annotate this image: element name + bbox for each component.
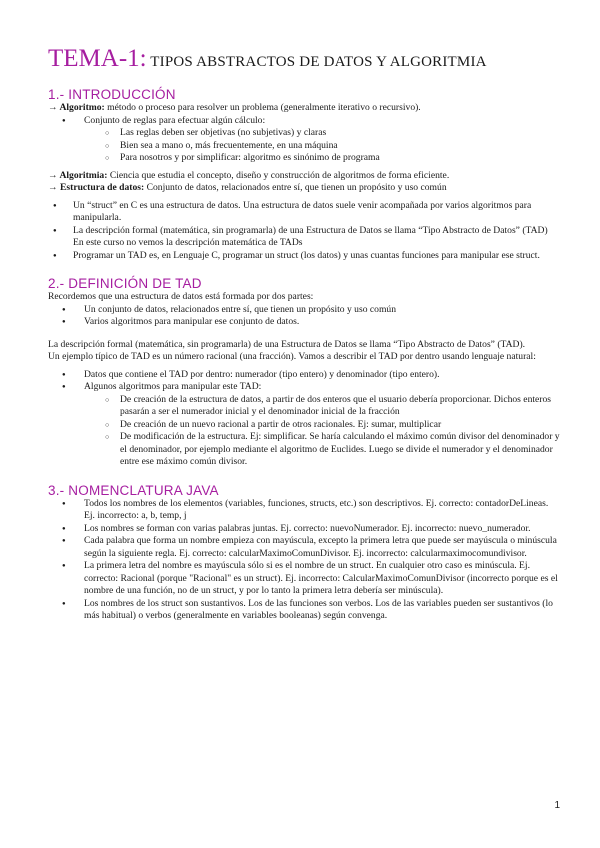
intro-bullets bbox=[48, 200, 560, 263]
sublist-item: ○ De creación de la estructura de datos, a partir de dos enteros que el usuario debería proporcionar. Dichos enteros pasarán a ser el numerador inicial y el denominador inicial de la fracción bbox=[48, 394, 560, 419]
sublist-item: ○ Para nosotros y por simplificar: algoritmo es sinónimo de programa bbox=[48, 152, 560, 165]
page-title bbox=[48, 44, 560, 77]
definition-algoritmia bbox=[48, 170, 560, 183]
title-prefix: TEMA-1: bbox=[48, 45, 147, 72]
list-item-text: Algunos algoritmos para manipular este TAD: bbox=[84, 381, 262, 392]
title-text: TIPOS ABSTRACTOS DE DATOS Y ALGORITMIA bbox=[146, 54, 487, 70]
definition-algoritmo bbox=[48, 102, 560, 115]
def-algoritmo: método o proceso para resolver un problema (generalmente iterativo o recursivo). bbox=[104, 102, 421, 113]
sublist-item: ○ Bien sea a mano o, más frecuentemente, en una máquina bbox=[48, 140, 560, 153]
page-number: 1 bbox=[554, 800, 560, 811]
list-item: ● Un “struct” en C es una estructura de datos. Una estructura de datos suele venir acompañada por varios algoritmos para manipularla. bbox=[48, 200, 560, 225]
list-item: ● Los nombres de los struct son sustantivos. Los de las funciones son verbos. Los de las variables pueden ser sustantivos (lo más habitual) o verbos (generalmente en variables booleanas) según convenga. bbox=[48, 598, 560, 623]
list-item: ● Programar un TAD es, en Lenguaje C, programar un struct (los datos) y unas cuantas funciones para manipular ese struct. bbox=[48, 250, 560, 263]
paragraph: Recordemos que una estructura de datos está formada por dos partes: bbox=[48, 291, 314, 302]
calc-list bbox=[48, 115, 560, 165]
section-heading-introduccion: 1.- INTRODUCCIÓN bbox=[48, 87, 176, 102]
def-estructura: Conjunto de datos, relacionados entre sí, que tienen un propósito y uso común bbox=[144, 182, 447, 193]
list-item bbox=[48, 115, 560, 165]
list-item-text: Conjunto de reglas para efectuar algún cálculo: bbox=[84, 114, 266, 126]
sublist-item: ○ De modificación de la estructura. Ej: simplificar. Se haría calculando el máximo común divisor del denominador y el denominador, por ejemplo mediante el algoritmo de Euclides. Luego se divide el numerador y el denominador entre ese máximo común divisor. bbox=[48, 431, 560, 469]
term-algoritmia: → Algoritmia: bbox=[48, 169, 108, 181]
list-item: ● Cada palabra que forma un nombre empieza con mayúscula, excepto la primera letra que puede ser mayúscula o minúscula según la siguiente regla. Ej. correcto: calcularMaximoComunDivisor. Ej. incorrecto: calcularmaximocomundivisor. bbox=[48, 535, 560, 560]
definition-estructura bbox=[48, 182, 560, 195]
list-item: ● La primera letra del nombre es mayúscula sólo si es el nombre de un struct. En cualquier otro caso es minúscula. Ej. correcto: Racional (porque "Racional" es un struct). Ej. incorrecto: CalcularMaximoComunDivisor (incorrecto porque es el nombre de una función, no de un struct, y por lo tanto la primera letra debería ser minúscula). bbox=[48, 560, 560, 598]
sublist-item: ○ Las reglas deben ser objetivas (no subjetivas) y claras bbox=[48, 127, 560, 140]
list-item: ● Los nombres se forman con varias palabras juntas. Ej. correcto: nuevoNumerador. Ej. incorrecto: nuevo_numerador. bbox=[48, 523, 560, 536]
list-item: ● Todos los nombres de los elementos (variables, funciones, structs, etc.) son descriptivos. Ej. correcto: contadorDeLineas. Ej. incorrecto: a, b, temp, j bbox=[48, 498, 560, 523]
term-algoritmo: → Algoritmo: bbox=[48, 102, 105, 113]
document-page bbox=[48, 44, 560, 623]
paragraph: La descripción formal (matemática, sin programarla) de una Estructura de Datos se llama “Tipo Abstracto de Datos” (TAD). bbox=[48, 338, 526, 350]
list-item: ● Un conjunto de datos, relacionados entre sí, que tienen un propósito y uso común bbox=[48, 304, 560, 317]
sublist-item: ○ De creación de un nuevo racional a partir de otros racionales. Ej: sumar, multiplicar bbox=[48, 419, 560, 432]
list-item: ● Varios algoritmos para manipular ese conjunto de datos. bbox=[48, 316, 560, 329]
section-heading-nomenclatura: 3.- NOMENCLATURA JAVA bbox=[48, 482, 219, 498]
calc-sublist bbox=[84, 127, 560, 165]
nomenclature-list bbox=[48, 498, 560, 623]
section-heading-definicion: 2.- DEFINICIÓN DE TAD bbox=[48, 276, 202, 291]
paragraph: Un ejemplo típico de TAD es un número racional (una fracción). Vamos a describir el TAD por dentro usando lenguaje natural: bbox=[48, 351, 536, 362]
algos-sublist bbox=[84, 394, 560, 469]
term-estructura: → Estructura de datos: bbox=[48, 182, 145, 193]
tad-list bbox=[48, 369, 560, 469]
list-item: ● La descripción formal (matemática, sin programarla) de una Estructura de Datos se llama “Tipo Abstracto de Datos” (TAD) En este curso no vemos la descripción matemática de TADs bbox=[48, 225, 560, 250]
list-item bbox=[48, 381, 560, 469]
list-item: ● Datos que contiene el TAD por dentro: numerador (tipo entero) y denominador (tipo entero). bbox=[48, 369, 560, 382]
parts-list bbox=[48, 304, 560, 329]
def-algoritmia: Ciencia que estudia el concepto, diseño y construcción de algoritmos de forma eficiente. bbox=[107, 169, 450, 181]
